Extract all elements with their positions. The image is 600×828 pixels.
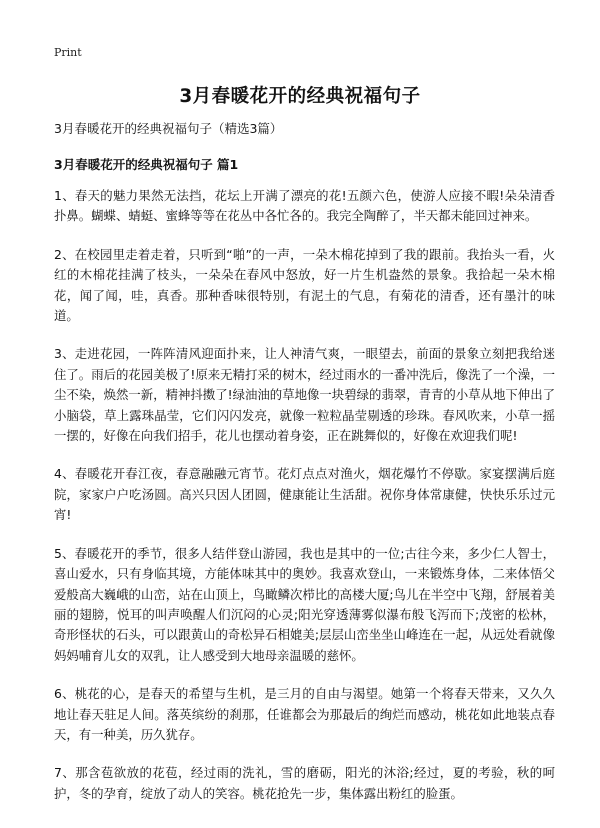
section-heading: 3月春暖花开的经典祝福句子 篇1 bbox=[54, 157, 239, 172]
paragraph-5: 5、春暖花开的季节，很多人结伴登山游园，我也是其中的一位;古往今来，多少仁人智士，喜山爱水，只有身临其境，方能体味其中的奥妙。我喜欢登山，一来锻炼身体，二来体悟父爱般高大巍峨的山峦，站在山顶上，鸟瞰鳞次栉比的高楼大厦;鸟儿在半空中飞翔，舒展着美丽的翅膀，悦耳的叫声唤醒人们沉闷的心灵;阳光穿透薄雾似瀑布般飞泻而下;茂密的松林，奇形怪状的石头，可以跟黄山的奇松异石相媲美;层层山峦坐坐山峰连在一起，从远处看就像妈妈哺育儿女的双乳，让人感受到大地母亲温暖的慈怀。 bbox=[54, 545, 555, 663]
paragraph-2: 2、在校园里走着走着，只听到“啪”的一声，一朵木棉花掉到了我的跟前。我抬头一看，火红的木棉花挂满了枝头，一朵朵在春风中怒放，好一片生机盎然的景象。我拾起一朵木棉花，闻了闻，哇，真香。那种香味很特别，有泥土的气息，有菊花的清香，还有墨汁的味道。 bbox=[54, 246, 555, 324]
print-link[interactable]: Print bbox=[54, 46, 82, 59]
article-body bbox=[54, 119, 555, 822]
paragraph-7: 7、那含苞欲放的花苞，经过雨的洗礼，雪的磨砺，阳光的沐浴;经过，夏的考验，秋的呵护，冬的孕育，绽放了动人的笑容。桃花抢先一步，集体露出粉红的脸蛋。 bbox=[54, 765, 555, 801]
paragraph-4: 4、春暖花开春江夜，春意融融元宵节。花灯点点对渔火，烟花爆竹不停歇。家宴摆满后庭院，家家户户吃汤圆。高兴只因人团圆，健康能让生活甜。祝你身体常康健，快快乐乐过元宵! bbox=[54, 466, 555, 523]
paragraph-6: 6、桃花的心，是春天的希望与生机，是三月的自由与渴望。她第一个将春天带来，又久久地让春天驻足人间。落英缤纷的刹那，任谁都会为那最后的绚烂而感动，桃花如此地装点春天，有一种美，历久犹存。 bbox=[54, 686, 555, 742]
article-subtitle: 3月春暖花开的经典祝福句子（精选3篇） bbox=[54, 121, 283, 136]
page-title: 3月春暖花开的经典祝福句子 bbox=[179, 86, 421, 107]
paragraph-1: 1、春天的魅力果然无法挡，花坛上开满了漂亮的花!五颜六色，使游人应接不暇!朵朵清香扑鼻。蝴蝶、蜻蜓、蜜蜂等等在花丛中各忙各的。我完全陶醉了，半天都未能回过神来。 bbox=[54, 188, 555, 224]
paragraph-3: 3、走进花园，一阵阵清风迎面扑来，让人神清气爽，一眼望去，前面的景象立刻把我给迷住了。雨后的花园美极了!原来无精打采的树木，经过雨水的一番冲洗后，像洗了一个澡，一尘不染，焕然一新，精神抖擞了!绿油油的草地像一块碧绿的翡翠，青青的小草从地下伸出了小脑袋，草上露珠晶莹，它们闪闪发亮，就像一粒粒晶莹剔透的珍珠。春风吹来，小草一摇一摆的，好像在向我们招手，花儿也摆动着身姿，正在跳舞似的，好像在欢迎我们呢! bbox=[54, 346, 555, 444]
